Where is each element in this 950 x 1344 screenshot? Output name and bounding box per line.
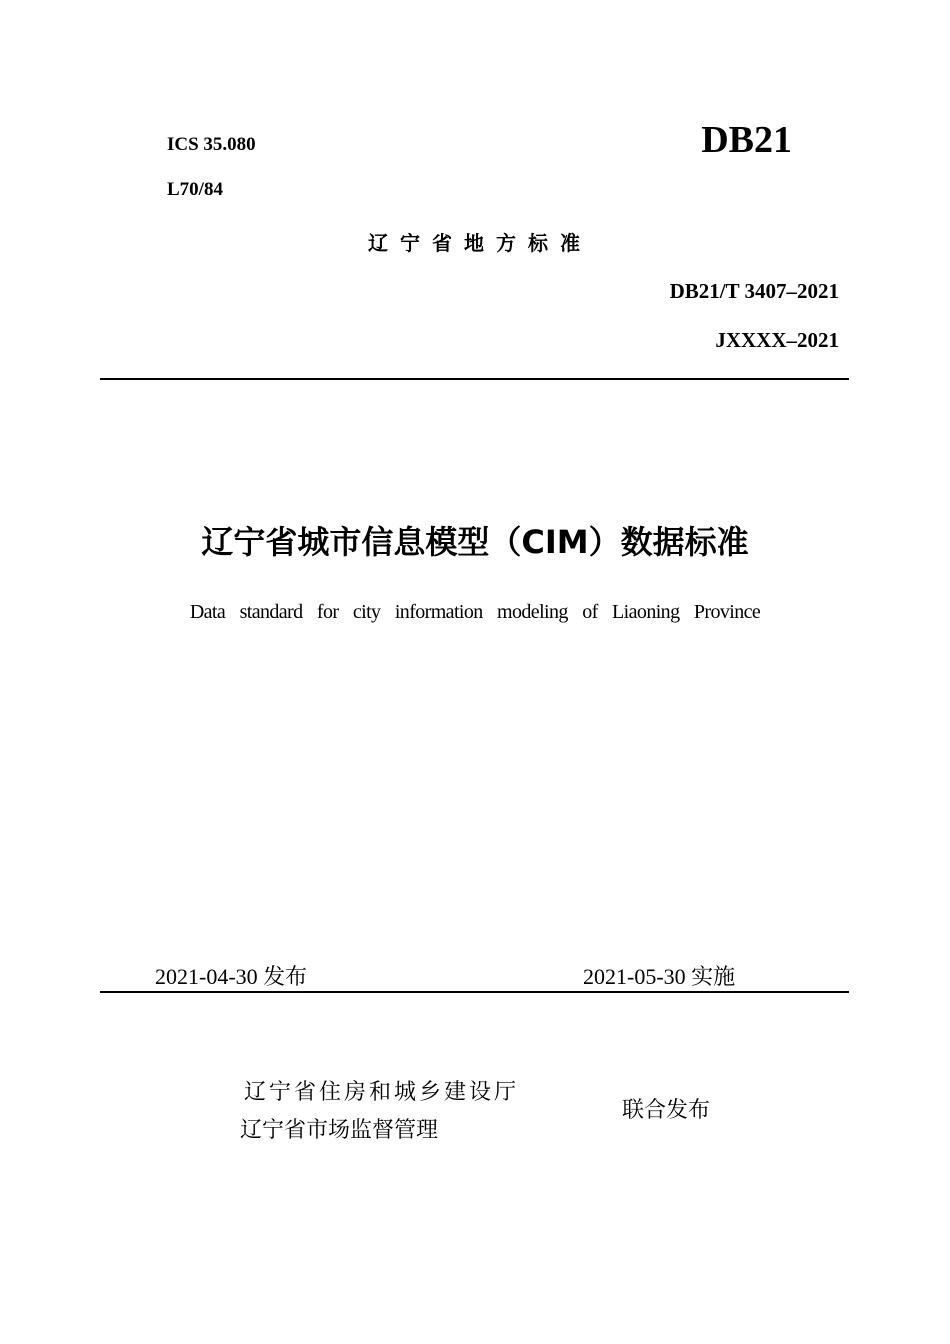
top-divider xyxy=(100,378,849,380)
standard-type: 辽宁省地方标准 xyxy=(368,231,592,255)
issuer-housing-department: 辽宁省住房和城乡建设厅 xyxy=(244,1080,520,1105)
db-code: DB21 xyxy=(701,119,792,161)
issuer-market-supervision: 辽宁省市场监督管理 xyxy=(240,1118,439,1143)
standard-number-alt: JXXXX–2021 xyxy=(715,328,839,352)
document-title-english: Data standard for city information modeling of Liaoning Province xyxy=(189,601,761,623)
ccs-code: L70/84 xyxy=(167,179,223,200)
document-title: 辽宁省城市信息模型（CIM）数据标准 xyxy=(201,523,749,561)
implementation-date: 2021-05-30 实施 xyxy=(583,964,736,989)
issue-date: 2021-04-30 发布 xyxy=(155,964,308,989)
bottom-divider xyxy=(100,991,849,993)
ics-code: ICS 35.080 xyxy=(167,134,256,155)
standard-number: DB21/T 3407–2021 xyxy=(669,279,839,303)
joint-issue-label: 联合发布 xyxy=(622,1098,711,1123)
